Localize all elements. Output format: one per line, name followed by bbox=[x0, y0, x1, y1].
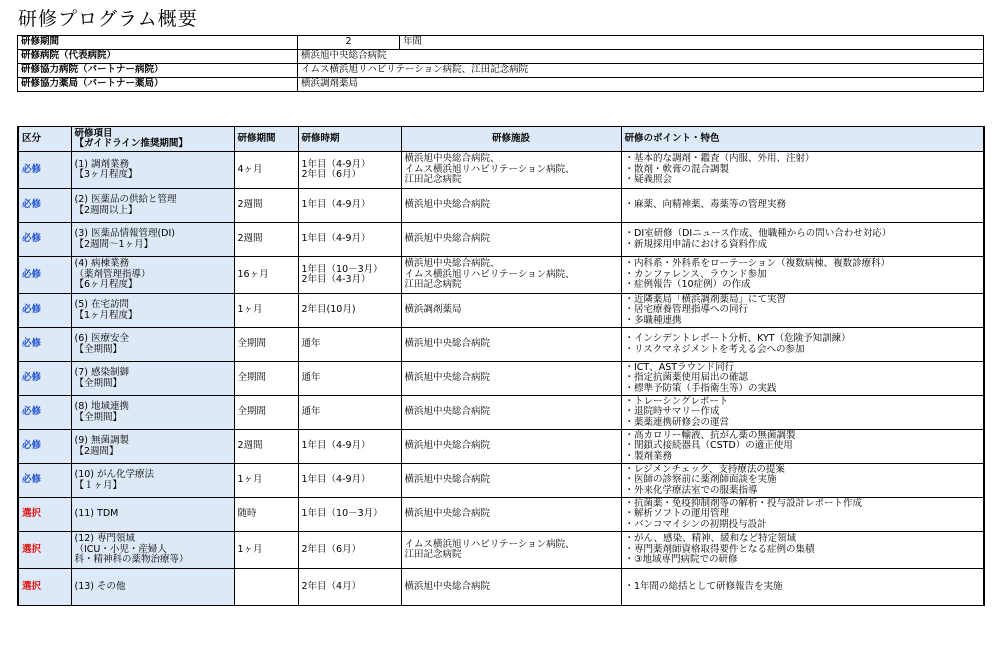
period-cell: 1ヶ月 bbox=[234, 464, 298, 498]
points-cell bbox=[621, 430, 984, 464]
category-cell: 必修 bbox=[18, 189, 71, 223]
facility-line: 江田記念病院 bbox=[404, 174, 462, 186]
period-cell: 1ヶ月 bbox=[234, 532, 298, 569]
timing-cell bbox=[298, 569, 401, 606]
summary-row-hospital bbox=[18, 50, 984, 64]
point-line: ・リスクマネジメントを考える会への参加 bbox=[624, 343, 805, 355]
item-line: (11) TDM bbox=[74, 508, 119, 520]
item-cell bbox=[71, 152, 234, 189]
timing-line: 2年目（6月） bbox=[301, 543, 362, 555]
points-cell bbox=[621, 257, 984, 294]
point-line: ・抗菌薬・免疫抑制剤等の解析・投与設計レポート作成 bbox=[624, 497, 863, 509]
timing-line: 1年目（4-9月） bbox=[301, 440, 371, 452]
header-points: 研修のポイント・特色 bbox=[621, 127, 984, 152]
item-cell bbox=[71, 257, 234, 294]
item-line: 【3ヶ月程度】 bbox=[74, 169, 138, 180]
timing-cell bbox=[298, 152, 401, 189]
facility-cell bbox=[401, 532, 621, 569]
item-cell bbox=[71, 532, 234, 569]
category-cell: 必修 bbox=[18, 430, 71, 464]
points-cell bbox=[621, 362, 984, 396]
item-line: (3) 医薬品情報管理(DI) bbox=[74, 228, 176, 239]
item-cell bbox=[71, 498, 234, 532]
item-line: 【全期間】 bbox=[74, 377, 123, 389]
category-cell: 選択 bbox=[18, 569, 71, 606]
point-line: ・閉鎖式接続器具（CSTD）の適正使用 bbox=[624, 440, 793, 452]
hospital-label: 研修病院（代表病院） bbox=[18, 50, 298, 64]
point-line: ・多職種連携 bbox=[624, 314, 682, 326]
summary-row-partner-hospitals bbox=[18, 64, 984, 78]
item-line: 【2週間】 bbox=[74, 445, 119, 457]
timing-line: 1年目（10－3月） bbox=[301, 263, 383, 275]
timing-line: 2年目（6月） bbox=[301, 169, 362, 180]
period-value: 2 bbox=[298, 36, 400, 50]
summary-table bbox=[17, 35, 984, 92]
page-title: 研修プログラム概要 bbox=[18, 8, 198, 30]
program-row bbox=[18, 362, 984, 396]
period-cell: 2週間 bbox=[234, 223, 298, 257]
timing-line: 1年目（4-9月） bbox=[301, 199, 371, 211]
point-line: ・バンコマイシンの初期投与設計 bbox=[624, 518, 767, 530]
timing-line: 1年目（4-9月） bbox=[301, 474, 371, 486]
facility-line: イムス横浜旭リハビリテーション病院、 bbox=[404, 268, 575, 280]
program-row bbox=[18, 189, 984, 223]
timing-cell bbox=[298, 396, 401, 430]
points-cell bbox=[621, 189, 984, 223]
point-line: ・インシデントレポート分析、KYT（危険予知訓練） bbox=[624, 333, 851, 344]
point-line: ・医師の診察前に薬剤師面談を実施 bbox=[624, 474, 777, 486]
item-line: (10) がん化学療法 bbox=[74, 469, 155, 480]
item-line: 【2週間以上】 bbox=[74, 204, 138, 216]
facility-line: 江田記念病院 bbox=[404, 549, 462, 560]
facility-line: イムス横浜旭リハビリテーション病院、 bbox=[404, 538, 575, 550]
timing-cell bbox=[298, 430, 401, 464]
timing-cell bbox=[298, 294, 401, 328]
item-line: (6) 医療安全 bbox=[74, 333, 129, 344]
facility-line: イムス横浜旭リハビリテーション病院、 bbox=[404, 163, 575, 175]
summary-row-period bbox=[18, 36, 984, 50]
item-cell bbox=[71, 362, 234, 396]
facility-cell bbox=[401, 464, 621, 498]
points-cell bbox=[621, 328, 984, 362]
points-cell bbox=[621, 223, 984, 257]
period-cell bbox=[234, 569, 298, 606]
point-line: ・高カロリー輸液、抗がん薬の無菌調製 bbox=[624, 429, 796, 441]
partner-pharmacy-label: 研修協力薬局（パートナー薬局） bbox=[18, 78, 298, 92]
timing-cell bbox=[298, 362, 401, 396]
point-line: ・標準予防策（手指衛生等）の実践 bbox=[624, 382, 777, 394]
point-line: ・内科系・外科系をローテーション（複数病棟、複数診療科） bbox=[624, 258, 891, 270]
item-cell bbox=[71, 189, 234, 223]
timing-line: 1年目（10－3月） bbox=[301, 508, 383, 520]
timing-cell bbox=[298, 464, 401, 498]
timing-line: 2年目（4月） bbox=[301, 580, 362, 592]
item-line: (13) その他 bbox=[74, 580, 126, 592]
item-line: （薬剤管理指導） bbox=[74, 268, 151, 280]
facility-line: 横浜旭中央総合病院 bbox=[404, 233, 491, 245]
facility-cell bbox=[401, 294, 621, 328]
program-row bbox=[18, 532, 984, 569]
hospital-value: 横浜旭中央総合病院 bbox=[298, 50, 984, 64]
item-line: （ICU・小児・産婦人 bbox=[74, 543, 167, 555]
points-cell bbox=[621, 569, 984, 606]
timing-cell bbox=[298, 498, 401, 532]
program-row bbox=[18, 152, 984, 189]
point-line: ・トレーシングレポート bbox=[624, 395, 729, 407]
header-facility: 研修施設 bbox=[401, 127, 621, 152]
point-line: ・1年間の総括として研修報告を実施 bbox=[624, 580, 783, 592]
points-cell bbox=[621, 294, 984, 328]
program-row bbox=[18, 328, 984, 362]
point-line: ・専門薬剤師資格取得要件となる症例の集積 bbox=[624, 543, 815, 555]
point-line: ・症例報告（10症例）の作成 bbox=[624, 279, 751, 291]
header-item bbox=[71, 127, 234, 152]
item-cell bbox=[71, 430, 234, 464]
facility-line: 横浜旭中央総合病院 bbox=[404, 440, 491, 452]
item-cell bbox=[71, 328, 234, 362]
period-label: 研修期間 bbox=[18, 36, 298, 50]
program-row bbox=[18, 294, 984, 328]
points-cell bbox=[621, 396, 984, 430]
points-cell bbox=[621, 152, 984, 189]
period-cell: 全期間 bbox=[234, 362, 298, 396]
timing-line: 1年目（4-9月） bbox=[301, 158, 371, 170]
category-cell: 選択 bbox=[18, 532, 71, 569]
category-cell: 必修 bbox=[18, 257, 71, 294]
timing-line: 通年 bbox=[301, 338, 321, 350]
item-cell bbox=[71, 569, 234, 606]
item-line: 【2週間～1ヶ月】 bbox=[74, 238, 154, 250]
item-line: 【6ヶ月程度】 bbox=[74, 279, 138, 291]
item-line: (1) 調剤業務 bbox=[74, 158, 129, 170]
period-cell: 4ヶ月 bbox=[234, 152, 298, 189]
point-line: ・近隣薬局「横浜調剤薬局」にて実習 bbox=[624, 293, 787, 305]
program-row bbox=[18, 396, 984, 430]
period-cell: 随時 bbox=[234, 498, 298, 532]
timing-line: 2年目（4-3月） bbox=[301, 274, 371, 285]
facility-cell bbox=[401, 189, 621, 223]
category-cell: 必修 bbox=[18, 294, 71, 328]
item-line: (9) 無菌調製 bbox=[74, 435, 129, 446]
header-item-line2: 【ガイドライン推奨期間】 bbox=[74, 138, 188, 149]
program-row bbox=[18, 498, 984, 532]
point-line: ・疑義照会 bbox=[624, 174, 673, 186]
timing-cell bbox=[298, 223, 401, 257]
point-line: ・解析ソフトの運用管理 bbox=[624, 508, 730, 520]
point-line: ・居宅療養管理指導への同行 bbox=[624, 304, 749, 316]
point-line: ・レジメンチェック、支持療法の提案 bbox=[624, 463, 785, 475]
facility-cell bbox=[401, 396, 621, 430]
facility-line: 横浜旭中央総合病院 bbox=[404, 508, 491, 520]
period-cell: 2週間 bbox=[234, 430, 298, 464]
program-row bbox=[18, 257, 984, 294]
facility-line: 横浜旭中央総合病院 bbox=[404, 338, 491, 350]
period-cell: 2週間 bbox=[234, 189, 298, 223]
point-line: ・基本的な調剤・鑑査（内服、外用、注射） bbox=[624, 153, 815, 165]
point-line: ・製剤業務 bbox=[624, 450, 673, 462]
category-cell: 選択 bbox=[18, 498, 71, 532]
timing-line: 通年 bbox=[301, 406, 321, 418]
item-line: (8) 地域連携 bbox=[74, 401, 129, 412]
program-row bbox=[18, 569, 984, 606]
item-cell bbox=[71, 294, 234, 328]
timing-cell bbox=[298, 257, 401, 294]
timing-cell bbox=[298, 532, 401, 569]
header-timing: 研修時期 bbox=[298, 127, 401, 152]
point-line: ・薬薬連携研修会の運営 bbox=[624, 416, 730, 428]
program-header-row bbox=[18, 127, 984, 152]
timing-cell bbox=[298, 328, 401, 362]
partner-hospitals-value: イムス横浜旭リハビリテーション病院、江田記念病院 bbox=[298, 64, 984, 78]
program-row bbox=[18, 430, 984, 464]
summary-row-partner-pharmacy bbox=[18, 78, 984, 92]
facility-line: 横浜旭中央総合病院 bbox=[404, 474, 491, 486]
category-cell: 必修 bbox=[18, 152, 71, 189]
program-body bbox=[18, 152, 984, 606]
partner-pharmacy-value: 横浜調剤薬局 bbox=[298, 78, 984, 92]
facility-line: 横浜調剤薬局 bbox=[404, 304, 462, 316]
period-cell: 16ヶ月 bbox=[234, 257, 298, 294]
points-cell bbox=[621, 464, 984, 498]
item-cell bbox=[71, 464, 234, 498]
item-line: (7) 感染制御 bbox=[74, 367, 129, 378]
timing-cell bbox=[298, 189, 401, 223]
facility-line: 横浜旭中央総合病院 bbox=[404, 372, 491, 384]
period-cell: 1ヶ月 bbox=[234, 294, 298, 328]
item-line: (2) 医薬品の供給と管理 bbox=[74, 194, 177, 205]
facility-line: 横浜旭中央総合病院 bbox=[404, 580, 491, 592]
category-cell: 必修 bbox=[18, 396, 71, 430]
points-cell bbox=[621, 532, 984, 569]
facility-line: 横浜旭中央総合病院、 bbox=[404, 153, 500, 165]
timing-line: 通年 bbox=[301, 372, 321, 384]
program-table bbox=[17, 126, 985, 606]
facility-line: 江田記念病院 bbox=[404, 279, 462, 291]
point-line: ・DI室研修（DIニュース作成、他職種からの問い合わせ対応） bbox=[624, 228, 892, 239]
period-unit: 年間 bbox=[400, 36, 984, 50]
item-line: 【１ヶ月】 bbox=[74, 479, 123, 491]
point-line: ・散剤・軟膏の混合調製 bbox=[624, 163, 730, 175]
point-line: ・麻薬、向精神薬、毒薬等の管理実務 bbox=[624, 199, 787, 211]
category-cell: 必修 bbox=[18, 223, 71, 257]
item-line: (5) 在宅訪問 bbox=[74, 299, 129, 310]
facility-cell bbox=[401, 498, 621, 532]
point-line: ・退院時サマリー作成 bbox=[624, 406, 720, 418]
facility-line: 横浜旭中央総合病院、 bbox=[404, 258, 500, 270]
item-line: 【全期間】 bbox=[74, 411, 123, 423]
facility-line: 横浜旭中央総合病院 bbox=[404, 199, 491, 211]
category-cell: 必修 bbox=[18, 328, 71, 362]
points-cell bbox=[621, 498, 984, 532]
program-row bbox=[18, 464, 984, 498]
category-cell: 必修 bbox=[18, 464, 71, 498]
item-cell bbox=[71, 223, 234, 257]
facility-cell bbox=[401, 430, 621, 464]
facility-cell bbox=[401, 328, 621, 362]
point-line: ・ICT、ASTラウンド同行 bbox=[624, 361, 735, 373]
partner-hospitals-label: 研修協力病院（パートナー病院） bbox=[18, 64, 298, 78]
facility-cell bbox=[401, 152, 621, 189]
point-line: ・外来化学療法室での服薬指導 bbox=[624, 484, 758, 496]
item-line: 【全期間】 bbox=[74, 343, 123, 355]
timing-line: 2年目(10月) bbox=[301, 304, 356, 316]
header-period: 研修期間 bbox=[234, 127, 298, 152]
point-line: ・がん、感染、精神、緩和など特定領域 bbox=[624, 533, 797, 545]
program-row bbox=[18, 223, 984, 257]
facility-cell bbox=[401, 223, 621, 257]
facility-cell bbox=[401, 362, 621, 396]
period-cell: 全期間 bbox=[234, 328, 298, 362]
item-line: 科・精神科の薬物治療等） bbox=[74, 554, 189, 566]
point-line: ・③地域専門病院での研修 bbox=[624, 554, 738, 566]
timing-line: 1年目（4-9月） bbox=[301, 233, 371, 245]
point-line: ・カンファレンス、ラウンド参加 bbox=[624, 268, 767, 280]
header-category: 区分 bbox=[18, 127, 71, 152]
item-line: (12) 専門領域 bbox=[74, 533, 136, 545]
period-cell: 全期間 bbox=[234, 396, 298, 430]
item-line: (4) 病棟業務 bbox=[74, 258, 129, 270]
header-item-line1: 研修項目 bbox=[74, 127, 113, 139]
item-line: 【1ヶ月程度】 bbox=[74, 309, 138, 321]
item-cell bbox=[71, 396, 234, 430]
facility-line: 横浜旭中央総合病院 bbox=[404, 406, 491, 418]
facility-cell bbox=[401, 569, 621, 606]
point-line: ・指定抗菌薬使用届出の確認 bbox=[624, 372, 749, 384]
category-cell: 必修 bbox=[18, 362, 71, 396]
facility-cell bbox=[401, 257, 621, 294]
point-line: ・新規採用申請における資料作成 bbox=[624, 238, 768, 250]
